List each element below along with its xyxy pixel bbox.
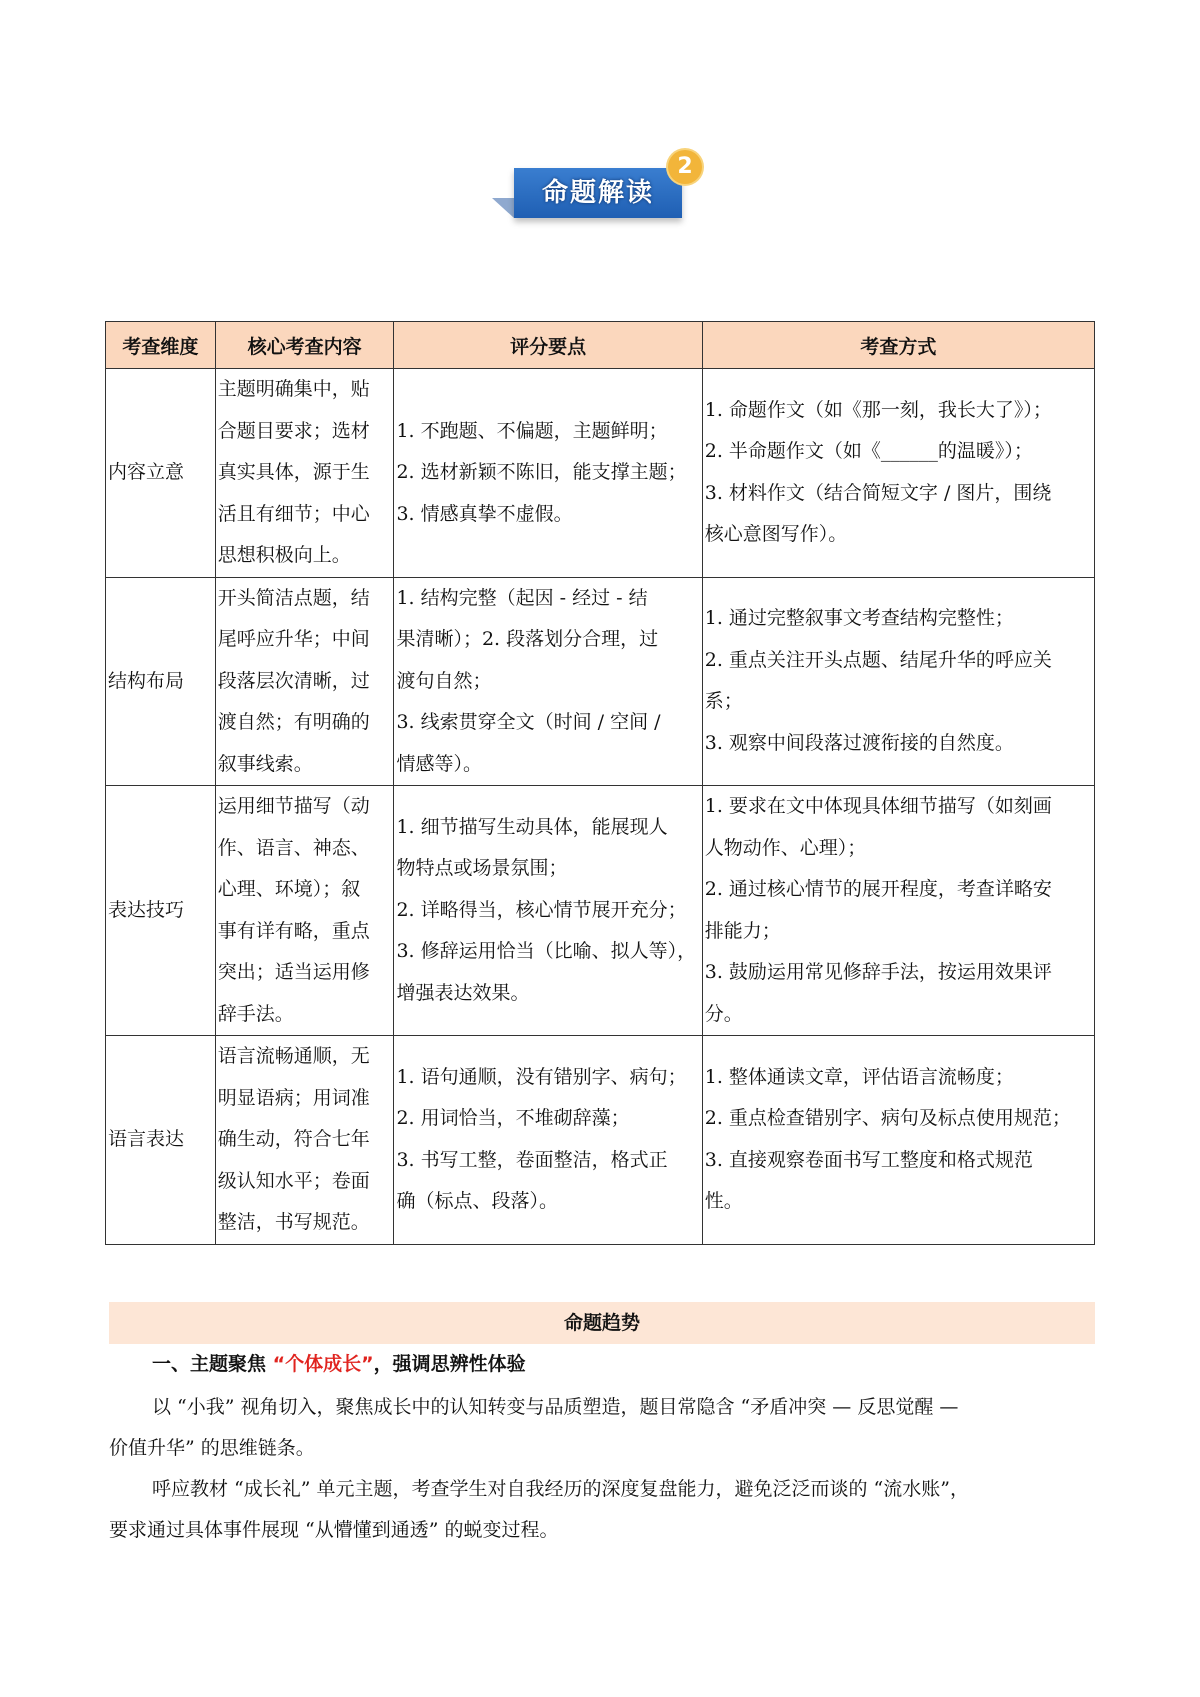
cell-line: 明显语病；用词准: [217, 1086, 370, 1109]
cell-dimension: 内容立意: [106, 369, 216, 578]
cell-method: [702, 786, 1094, 1036]
cell-line: 整洁，书写规范。: [217, 1211, 370, 1233]
cell-line: 思想积极向上。: [217, 544, 351, 566]
cell-line: 运用细节描写（动: [217, 795, 370, 817]
cell-method: [702, 369, 1094, 578]
cell-line: 辞手法。: [217, 1002, 294, 1025]
table-row: [106, 786, 1095, 1036]
rubric-table: [105, 321, 1095, 1245]
cell-line: 3. 材料作文（结合简短文字 / 图片，围绕: [704, 481, 1052, 504]
paragraph-line: 呼应教材 “成长礼” 单元主题，考查学生对自我经历的深度复盘能力，避免泛泛而谈的 “流水账”，: [152, 1478, 969, 1500]
table-row: [106, 1036, 1095, 1245]
cell-dimension: 语言表达: [106, 1036, 216, 1245]
paragraph-line: 价值升华” 的思维链条。: [109, 1437, 315, 1459]
cell-line: 性。: [704, 1190, 743, 1213]
cell-dimension: 结构布局: [106, 577, 216, 786]
trend-paragraph-1: [109, 1387, 1099, 1469]
cell-line: 3. 鼓励运用常见修辞手法，按运用效果评: [704, 961, 1052, 983]
trend-subtitle-prefix: 一、主题聚焦: [152, 1353, 273, 1375]
trend-subtitle-suffix: ，强调思辨性体验: [373, 1353, 526, 1375]
cell-line: 段落层次清晰，过: [217, 669, 370, 692]
cell-line: 1. 命题作文（如《那一刻，我长大了》）；: [704, 398, 1052, 421]
cell-line: 分。: [704, 1002, 743, 1025]
cell-line: 事有详有略，重点: [217, 919, 370, 942]
badge-title: 命题解读: [541, 178, 654, 208]
cell-content: [215, 577, 394, 786]
trend-header: 命题趋势: [109, 1302, 1095, 1344]
cell-line: 果清晰）；2. 段落划分合理，过: [396, 628, 659, 650]
cell-line: 3. 直接观察卷面书写工整度和格式规范: [704, 1148, 1033, 1171]
table-row: [106, 577, 1095, 786]
cell-line: 2. 用词恰当，不堆砌辞藻；: [396, 1107, 630, 1130]
cell-scoring: [394, 1036, 702, 1245]
cell-line: 1. 细节描写生动具体，能展现人: [396, 815, 668, 838]
cell-line: 2. 详略得当，核心情节展开充分；: [396, 898, 687, 921]
cell-line: 物特点或场景氛围；: [396, 857, 568, 880]
cell-line: 作、语言、神态、: [217, 836, 370, 859]
cell-line: 确（标点、段落）。: [396, 1190, 558, 1213]
cell-line: 2. 重点检查错别字、病句及标点使用规范；: [704, 1107, 1071, 1130]
cell-line: 2. 选材新颖不陈旧，能支撑主题；: [396, 461, 687, 483]
cell-content: [215, 1036, 394, 1245]
cell-content: [215, 369, 394, 578]
cell-line: 开头简洁点题，结: [217, 586, 370, 609]
cell-line: 确生动，符合七年: [217, 1128, 370, 1150]
cell-method: [702, 577, 1094, 786]
table-header-row: [106, 322, 1095, 369]
cell-line: 1. 不跑题、不偏题，主题鲜明；: [396, 419, 668, 442]
cell-line: 1. 要求在文中体现具体细节描写（如刻画: [704, 795, 1052, 817]
section-badge: [492, 150, 712, 230]
cell-line: 排能力；: [704, 919, 781, 942]
cell-line: 2. 半命题作文（如《______的温暖》）；: [704, 440, 1033, 463]
badge-number-icon: 2: [668, 150, 702, 184]
cell-line: 1. 语句通顺，没有错别字、病句；: [396, 1065, 687, 1088]
cell-line: 2. 通过核心情节的展开程度，考查详略安: [704, 878, 1052, 900]
cell-line: 3. 观察中间段落过渡衔接的自然度。: [704, 731, 1014, 754]
trend-paragraph-2: [109, 1469, 1099, 1551]
cell-line: 1. 通过完整叙事文考查结构完整性；: [704, 607, 1014, 630]
cell-line: 主题明确集中，贴: [217, 378, 370, 400]
table-row: [106, 369, 1095, 578]
cell-line: 1. 结构完整（起因 - 经过 - 结: [396, 586, 648, 609]
cell-method: [702, 1036, 1094, 1245]
cell-scoring: [394, 786, 702, 1036]
cell-line: 系；: [704, 690, 743, 713]
cell-scoring: [394, 577, 702, 786]
paragraph-line: 要求通过具体事件展现 “从懵懂到通透” 的蜕变过程。: [109, 1519, 559, 1541]
cell-scoring: [394, 369, 702, 578]
cell-line: 增强表达效果。: [396, 981, 530, 1004]
badge-ribbon-tail: [492, 198, 514, 218]
cell-line: 突出；适当运用修: [217, 961, 370, 983]
cell-line: 活且有细节；中心: [217, 502, 370, 525]
cell-line: 1. 整体通读文章，评估语言流畅度；: [704, 1065, 1014, 1088]
cell-line: 核心意图写作）。: [704, 523, 848, 546]
cell-line: 3. 书写工整，卷面整洁，格式正: [396, 1148, 668, 1171]
cell-line: 3. 修辞运用恰当（比喻、拟人等），: [396, 940, 697, 963]
cell-line: 3. 情感真挚不虚假。: [396, 502, 573, 525]
cell-line: 真实具体，源于生: [217, 461, 370, 483]
trend-subtitle-highlight: “个体成长”: [272, 1353, 374, 1375]
cell-line: 人物动作、心理）；: [704, 836, 867, 859]
trend-subtitle: [152, 1346, 526, 1382]
column-header-method: 考查方式: [702, 322, 1094, 369]
cell-line: 级认知水平；卷面: [217, 1169, 370, 1192]
cell-line: 渡自然；有明确的: [217, 711, 370, 733]
cell-line: 3. 线索贯穿全文（时间 / 空间 /: [396, 711, 661, 733]
cell-line: 渡句自然；: [396, 669, 492, 692]
cell-line: 叙事线索。: [217, 752, 313, 775]
cell-line: 语言流畅通顺，无: [217, 1045, 370, 1067]
cell-line: 情感等）。: [396, 752, 482, 775]
cell-line: 合题目要求；选材: [217, 419, 370, 442]
cell-content: [215, 786, 394, 1036]
paragraph-line: 以 “小我” 视角切入，聚焦成长中的认知转变与品质塑造，题目常隐含 “矛盾冲突 — 反思觉醒 —: [152, 1396, 959, 1418]
column-header-dimension: 考查维度: [106, 322, 216, 369]
cell-line: 尾呼应升华；中间: [217, 628, 370, 650]
cell-line: 心理、环境）；叙: [217, 878, 361, 900]
cell-dimension: 表达技巧: [106, 786, 216, 1036]
cell-line: 2. 重点关注开头点题、结尾升华的呼应关: [704, 648, 1052, 671]
column-header-content: 核心考查内容: [215, 322, 394, 369]
column-header-scoring: 评分要点: [394, 322, 702, 369]
